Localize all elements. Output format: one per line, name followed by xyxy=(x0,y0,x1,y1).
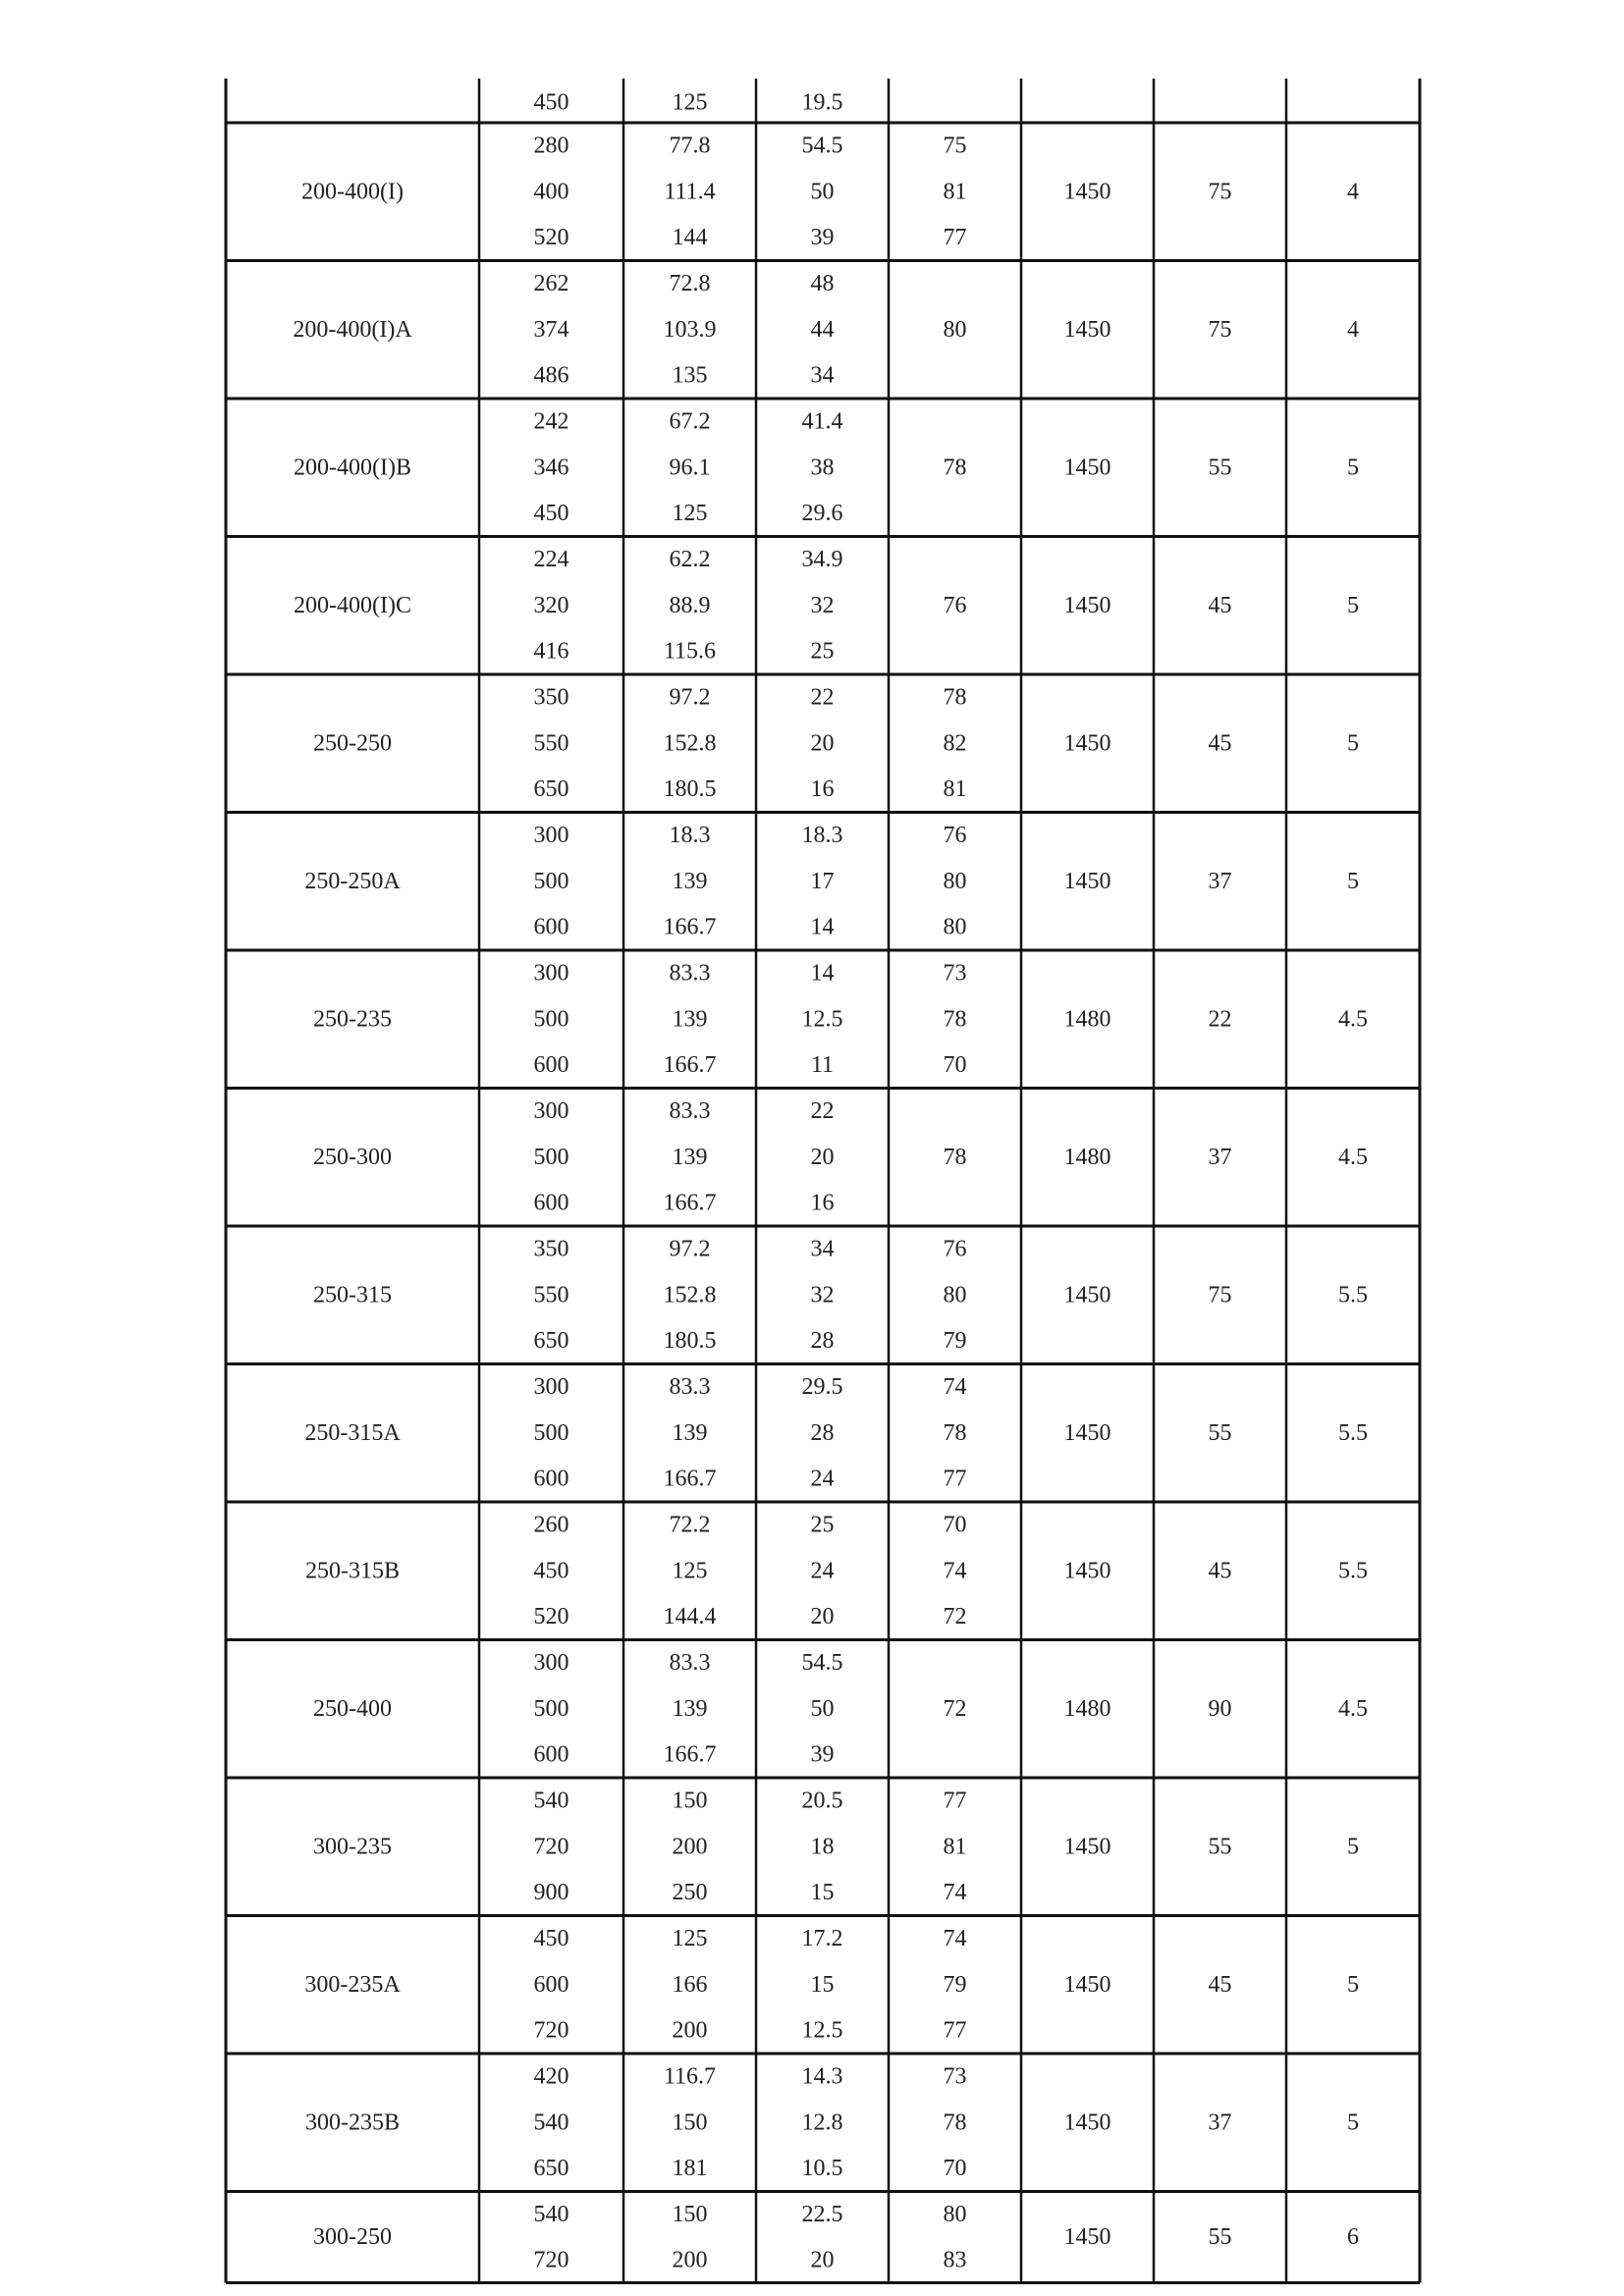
cell-power: 75 xyxy=(1208,1282,1232,1308)
cell-model: 250-400 xyxy=(313,1695,392,1722)
cell-npsh: 4 xyxy=(1347,316,1359,343)
cell-flow-m3h: 300 xyxy=(533,1097,569,1124)
cell-power: 55 xyxy=(1208,454,1232,481)
cell-efficiency: 80 xyxy=(943,2201,967,2227)
cell-flow-ls: 139 xyxy=(672,1419,708,1446)
cell-head: 25 xyxy=(810,638,835,665)
cell-head: 41.4 xyxy=(801,408,843,435)
cell-npsh: 5 xyxy=(1347,2109,1359,2136)
cell-flow-ls: 83.3 xyxy=(669,960,711,987)
cell-head: 14.3 xyxy=(801,2063,843,2090)
cell-efficiency: 78 xyxy=(943,684,967,711)
cell-flow-m3h: 280 xyxy=(533,133,569,159)
cell-head: 32 xyxy=(810,1282,835,1308)
cell-efficiency: 74 xyxy=(943,1880,967,1906)
cell-flow-m3h: 374 xyxy=(533,316,569,343)
cell-flow-ls: 18.3 xyxy=(669,822,711,848)
cell-flow-m3h: 600 xyxy=(533,914,569,940)
cell-flow-ls: 116.7 xyxy=(663,2063,717,2090)
cell-head: 32 xyxy=(810,592,835,618)
cell-efficiency: 82 xyxy=(943,730,967,757)
cell-flow-ls: 139 xyxy=(672,1006,708,1033)
cell-flow-m3h: 350 xyxy=(533,1236,569,1262)
cell-power: 22 xyxy=(1208,1006,1232,1033)
cell-flow-ls: 144 xyxy=(672,225,708,251)
cell-model: 200-400(I)B xyxy=(294,454,411,481)
cell-npsh: 5.5 xyxy=(1338,1558,1368,1584)
cell-npsh: 4.5 xyxy=(1338,1695,1368,1722)
cell-efficiency: 81 xyxy=(943,776,967,803)
cell-flow-m3h: 450 xyxy=(533,1925,569,1951)
cell-head: 14 xyxy=(810,960,835,987)
cell-efficiency: 76 xyxy=(943,822,967,848)
cell-efficiency: 80 xyxy=(943,1282,967,1308)
cell-flow-ls: 125 xyxy=(672,501,708,527)
cell-head: 22 xyxy=(810,1097,835,1124)
cell-head: 20 xyxy=(810,730,835,757)
cell-efficiency: 80 xyxy=(943,316,967,343)
cell-efficiency: 75 xyxy=(943,133,967,159)
cell-head: 50 xyxy=(810,179,835,205)
cell-flow-m3h: 420 xyxy=(533,2063,569,2090)
cell-efficiency: 76 xyxy=(943,1236,967,1262)
cell-speed: 1450 xyxy=(1063,316,1111,343)
cell-flow-ls: 62.2 xyxy=(669,546,711,572)
cell-flow-ls: 166.7 xyxy=(663,1190,717,1216)
cell-power: 37 xyxy=(1208,868,1232,894)
cell-flow-ls: 139 xyxy=(672,868,708,894)
cell-flow-ls: 166.7 xyxy=(663,1741,717,1768)
cell-power: 37 xyxy=(1208,2109,1232,2136)
cell-flow-ls: 88.9 xyxy=(669,592,711,618)
cell-power: 45 xyxy=(1208,730,1232,757)
cell-speed: 1450 xyxy=(1063,1282,1111,1308)
cell-head: 34.9 xyxy=(801,546,843,572)
cell-head: 29.6 xyxy=(801,501,843,527)
cell-efficiency: 77 xyxy=(943,2017,967,2044)
cell-flow-ls: 150 xyxy=(672,2109,708,2136)
cell-power: 45 xyxy=(1208,592,1232,618)
cell-model: 250-315B xyxy=(305,1558,400,1584)
cell-flow-m3h: 520 xyxy=(533,1604,569,1630)
cell-speed: 1480 xyxy=(1063,1695,1111,1722)
cell-power: 45 xyxy=(1208,1558,1232,1584)
cell-speed: 1480 xyxy=(1063,1144,1111,1170)
cell-head: 25 xyxy=(810,1512,835,1538)
cell-efficiency: 78 xyxy=(943,1144,967,1170)
cell-head: 12.5 xyxy=(801,2017,843,2044)
cell-head: 24 xyxy=(810,1466,835,1492)
cell-flow-ls: 72.2 xyxy=(669,1512,711,1538)
cell-speed: 1450 xyxy=(1063,1834,1111,1860)
cell-head: 18.3 xyxy=(801,822,843,848)
cell-efficiency: 78 xyxy=(943,454,967,481)
cell-npsh: 5 xyxy=(1347,592,1359,618)
cell-speed: 1450 xyxy=(1063,454,1111,481)
cell-efficiency: 81 xyxy=(943,179,967,205)
cell-flow-m3h: 600 xyxy=(533,1190,569,1216)
cell-flow-ls: 77.8 xyxy=(669,133,711,159)
cell-efficiency: 76 xyxy=(943,592,967,618)
cell-efficiency: 78 xyxy=(943,1419,967,1446)
cell-flow-m3h: 550 xyxy=(533,1282,569,1308)
cell-speed: 1450 xyxy=(1063,2224,1111,2250)
cell-efficiency: 78 xyxy=(943,1006,967,1033)
cell-npsh: 5 xyxy=(1347,454,1359,481)
cell-efficiency: 77 xyxy=(943,1466,967,1492)
cell-flow-m3h: 520 xyxy=(533,225,569,251)
cell-flow-m3h: 720 xyxy=(533,2247,569,2273)
cell-flow-ls: 200 xyxy=(672,2017,708,2044)
cell-flow-ls: 97.2 xyxy=(669,684,711,711)
cell-head: 54.5 xyxy=(801,1649,843,1676)
cell-speed: 1450 xyxy=(1063,730,1111,757)
cell-npsh: 5.5 xyxy=(1338,1419,1368,1446)
cell-flow-ls: 152.8 xyxy=(663,730,717,757)
cell-flow-m3h: 346 xyxy=(533,454,569,481)
cell-flow-ls: 180.5 xyxy=(663,1328,717,1355)
cell-flow-ls: 115.6 xyxy=(663,638,717,665)
cell-head: 10.5 xyxy=(801,2156,843,2182)
cell-flow-ls: 150 xyxy=(672,1788,708,1814)
cell-model: 300-235B xyxy=(305,2109,400,2136)
cell-flow-ls: 200 xyxy=(672,2247,708,2273)
cell-flow-m3h: 242 xyxy=(533,408,569,435)
cell-model: 300-235 xyxy=(313,1834,392,1860)
cell-npsh: 4.5 xyxy=(1338,1144,1368,1170)
cell-head: 54.5 xyxy=(801,133,843,159)
cell-flow-m3h: 450 xyxy=(533,501,569,527)
cell-npsh: 5 xyxy=(1347,868,1359,894)
cell-head: 11 xyxy=(810,1052,835,1079)
cell-npsh: 4.5 xyxy=(1338,1006,1368,1033)
cell-efficiency: 72 xyxy=(943,1604,967,1630)
cell-model: 250-250A xyxy=(304,868,401,894)
cell-head: 19.5 xyxy=(801,89,843,116)
cell-flow-ls: 250 xyxy=(672,1880,708,1906)
cell-flow-m3h: 486 xyxy=(533,362,569,389)
cell-flow-m3h: 300 xyxy=(533,960,569,987)
cell-model: 250-300 xyxy=(313,1144,392,1170)
cell-head: 22.5 xyxy=(801,2201,843,2227)
cell-speed: 1450 xyxy=(1063,1558,1111,1584)
cell-flow-ls: 125 xyxy=(672,1925,708,1951)
cell-head: 17 xyxy=(810,868,835,894)
cell-head: 44 xyxy=(810,316,835,343)
cell-model: 250-315A xyxy=(304,1419,401,1446)
cell-head: 20 xyxy=(810,2247,835,2273)
cell-model: 200-400(I)C xyxy=(294,592,411,618)
cell-power: 37 xyxy=(1208,1144,1232,1170)
cell-efficiency: 77 xyxy=(943,1788,967,1814)
cell-flow-ls: 83.3 xyxy=(669,1097,711,1124)
cell-flow-m3h: 900 xyxy=(533,1880,569,1906)
cell-flow-m3h: 260 xyxy=(533,1512,569,1538)
cell-flow-m3h: 416 xyxy=(533,638,569,665)
cell-flow-m3h: 650 xyxy=(533,2156,569,2182)
cell-flow-m3h: 500 xyxy=(533,1695,569,1722)
cell-head: 34 xyxy=(810,362,835,389)
cell-efficiency: 74 xyxy=(943,1558,967,1584)
cell-head: 12.5 xyxy=(801,1006,843,1033)
cell-efficiency: 70 xyxy=(943,2156,967,2182)
cell-flow-m3h: 500 xyxy=(533,1006,569,1033)
cell-flow-ls: 181 xyxy=(672,2156,708,2182)
cell-efficiency: 80 xyxy=(943,914,967,940)
cell-flow-m3h: 600 xyxy=(533,1971,569,1998)
cell-head: 22 xyxy=(810,684,835,711)
cell-efficiency: 77 xyxy=(943,225,967,251)
cell-power: 75 xyxy=(1208,179,1232,205)
cell-speed: 1450 xyxy=(1063,2109,1111,2136)
cell-model: 300-250 xyxy=(313,2224,392,2250)
cell-npsh: 5 xyxy=(1347,1971,1359,1998)
cell-model: 250-315 xyxy=(313,1282,392,1308)
cell-head: 12.8 xyxy=(801,2109,843,2136)
cell-head: 50 xyxy=(810,1695,835,1722)
cell-power: 45 xyxy=(1208,1971,1232,1998)
cell-flow-ls: 150 xyxy=(672,2201,708,2227)
cell-power: 55 xyxy=(1208,2224,1232,2250)
cell-head: 39 xyxy=(810,1741,835,1768)
cell-efficiency: 83 xyxy=(943,2247,967,2273)
cell-flow-ls: 180.5 xyxy=(663,776,717,803)
cell-flow-ls: 72.8 xyxy=(669,270,711,296)
cell-efficiency: 78 xyxy=(943,2109,967,2136)
cell-flow-m3h: 300 xyxy=(533,1373,569,1400)
cell-efficiency: 80 xyxy=(943,868,967,894)
cell-head: 24 xyxy=(810,1558,835,1584)
cell-flow-ls: 139 xyxy=(672,1695,708,1722)
cell-flow-ls: 166 xyxy=(672,1971,708,1998)
cell-flow-m3h: 450 xyxy=(533,89,569,116)
cell-head: 39 xyxy=(810,225,835,251)
cell-head: 48 xyxy=(810,270,835,296)
cell-npsh: 5 xyxy=(1347,730,1359,757)
cell-head: 34 xyxy=(810,1236,835,1262)
cell-flow-ls: 125 xyxy=(672,1558,708,1584)
cell-flow-m3h: 320 xyxy=(533,592,569,618)
cell-flow-ls: 97.2 xyxy=(669,1236,711,1262)
cell-flow-m3h: 540 xyxy=(533,2201,569,2227)
cell-head: 15 xyxy=(810,1880,835,1906)
cell-power: 75 xyxy=(1208,316,1232,343)
cell-model: 200-400(I)A xyxy=(293,316,412,343)
cell-flow-ls: 111.4 xyxy=(664,179,716,205)
cell-speed: 1480 xyxy=(1063,1006,1111,1033)
cell-flow-ls: 83.3 xyxy=(669,1649,711,1676)
cell-efficiency: 81 xyxy=(943,1834,967,1860)
cell-efficiency: 73 xyxy=(943,960,967,987)
cell-head: 16 xyxy=(810,776,835,803)
cell-flow-ls: 200 xyxy=(672,1834,708,1860)
cell-flow-m3h: 400 xyxy=(533,179,569,205)
cell-head: 17.2 xyxy=(801,1925,843,1951)
cell-flow-m3h: 600 xyxy=(533,1466,569,1492)
cell-flow-m3h: 500 xyxy=(533,868,569,894)
cell-speed: 1450 xyxy=(1063,1419,1111,1446)
cell-flow-m3h: 500 xyxy=(533,1144,569,1170)
cell-efficiency: 79 xyxy=(943,1328,967,1355)
cell-power: 90 xyxy=(1208,1695,1232,1722)
cell-head: 28 xyxy=(810,1419,835,1446)
cell-speed: 1450 xyxy=(1063,592,1111,618)
cell-flow-ls: 135 xyxy=(672,362,708,389)
cell-flow-ls: 166.7 xyxy=(663,1052,717,1079)
cell-speed: 1450 xyxy=(1063,1971,1111,1998)
cell-model: 300-235A xyxy=(304,1971,401,1998)
cell-head: 14 xyxy=(810,914,835,940)
cell-efficiency: 74 xyxy=(943,1373,967,1400)
cell-head: 29.5 xyxy=(801,1373,843,1400)
cell-head: 16 xyxy=(810,1190,835,1216)
cell-speed: 1450 xyxy=(1063,868,1111,894)
cell-model: 200-400(I) xyxy=(301,179,404,205)
cell-head: 18 xyxy=(810,1834,835,1860)
cell-flow-m3h: 224 xyxy=(533,546,569,572)
cell-flow-m3h: 600 xyxy=(533,1741,569,1768)
cell-flow-m3h: 720 xyxy=(533,1834,569,1860)
cell-head: 20.5 xyxy=(801,1788,843,1814)
cell-flow-ls: 144.4 xyxy=(663,1604,717,1630)
cell-flow-m3h: 540 xyxy=(533,2109,569,2136)
cell-flow-m3h: 300 xyxy=(533,822,569,848)
cell-flow-ls: 96.1 xyxy=(669,454,711,481)
cell-head: 20 xyxy=(810,1144,835,1170)
cell-flow-ls: 166.7 xyxy=(663,1466,717,1492)
cell-power: 55 xyxy=(1208,1834,1232,1860)
cell-flow-m3h: 540 xyxy=(533,1788,569,1814)
cell-flow-m3h: 600 xyxy=(533,1052,569,1079)
cell-model: 250-235 xyxy=(313,1006,392,1033)
cell-flow-m3h: 350 xyxy=(533,684,569,711)
cell-flow-m3h: 262 xyxy=(533,270,569,296)
cell-flow-m3h: 550 xyxy=(533,730,569,757)
cell-efficiency: 73 xyxy=(943,2063,967,2090)
cell-flow-ls: 139 xyxy=(672,1144,708,1170)
cell-head: 38 xyxy=(810,454,835,481)
cell-flow-ls: 125 xyxy=(672,89,708,116)
cell-flow-m3h: 500 xyxy=(533,1419,569,1446)
cell-npsh: 6 xyxy=(1347,2224,1359,2250)
cell-efficiency: 74 xyxy=(943,1925,967,1951)
cell-flow-ls: 67.2 xyxy=(669,408,711,435)
cell-flow-m3h: 720 xyxy=(533,2017,569,2044)
cell-flow-ls: 166.7 xyxy=(663,914,717,940)
cell-npsh: 5 xyxy=(1347,1834,1359,1860)
cell-head: 28 xyxy=(810,1328,835,1355)
cell-model: 250-250 xyxy=(313,730,392,757)
cell-efficiency: 70 xyxy=(943,1052,967,1079)
cell-speed: 1450 xyxy=(1063,179,1111,205)
cell-npsh: 4 xyxy=(1347,179,1359,205)
cell-flow-m3h: 300 xyxy=(533,1649,569,1676)
cell-flow-ls: 103.9 xyxy=(663,316,717,343)
cell-flow-ls: 152.8 xyxy=(663,1282,717,1308)
cell-flow-ls: 83.3 xyxy=(669,1373,711,1400)
cell-efficiency: 70 xyxy=(943,1512,967,1538)
cell-head: 15 xyxy=(810,1971,835,1998)
cell-flow-m3h: 650 xyxy=(533,1328,569,1355)
cell-flow-m3h: 650 xyxy=(533,776,569,803)
cell-efficiency: 79 xyxy=(943,1971,967,1998)
cell-flow-m3h: 450 xyxy=(533,1558,569,1584)
cell-head: 20 xyxy=(810,1604,835,1630)
cell-efficiency: 72 xyxy=(943,1695,967,1722)
cell-power: 55 xyxy=(1208,1419,1232,1446)
cell-npsh: 5.5 xyxy=(1338,1282,1368,1308)
